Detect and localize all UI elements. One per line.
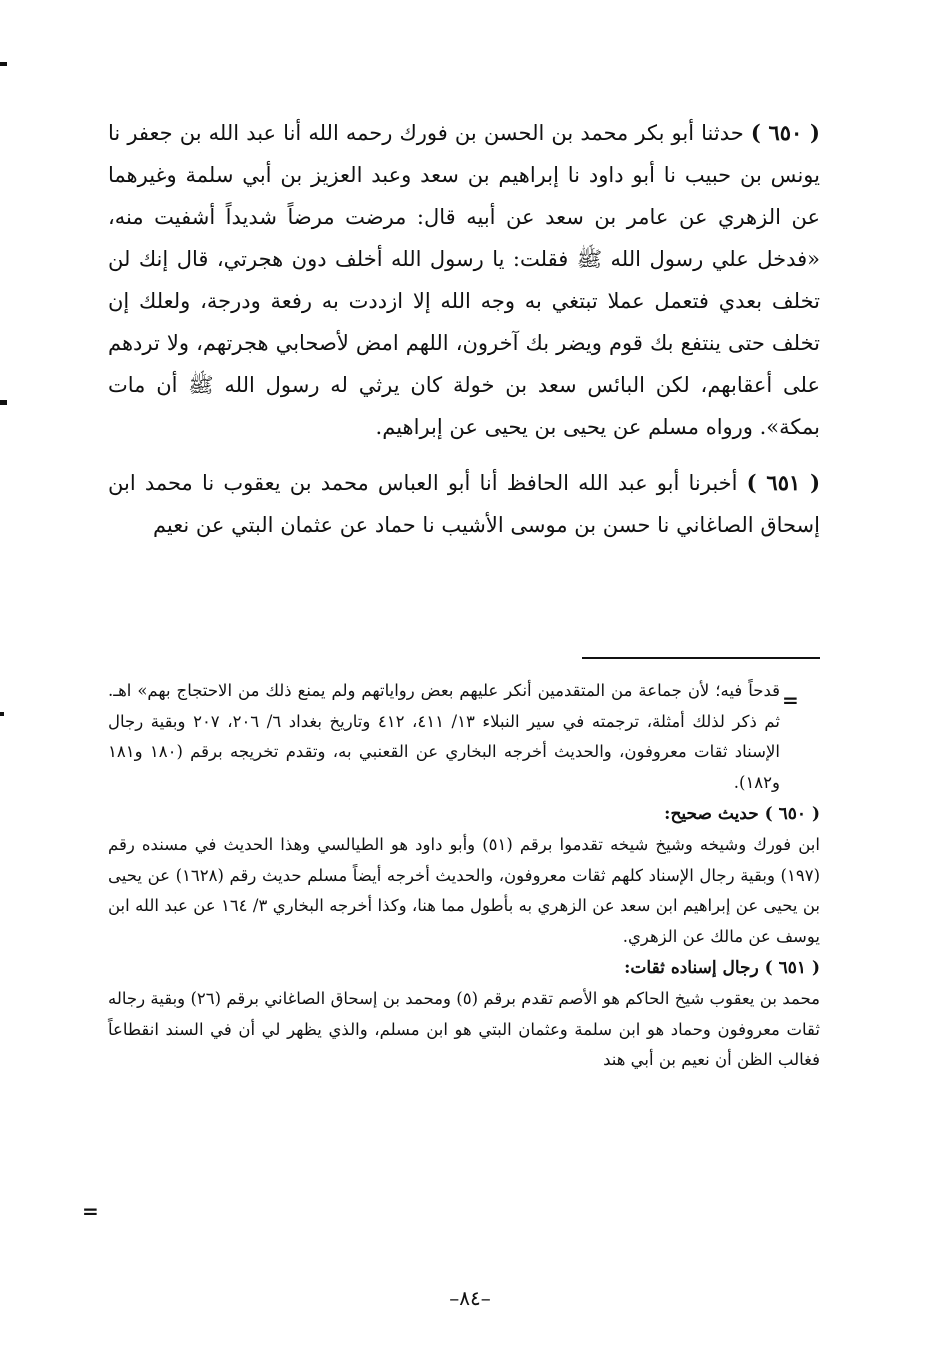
footnote-650-heading: ( ٦٥٠ ) حديث صحيح: bbox=[664, 804, 820, 824]
footnote-651-text: محمد بن يعقوب شيخ الحاكم هو الأصم تقدم برقم (٥) ومحمد بن إسحاق الصاغاني برقم (٢٦) وبقية رجاله ثقات معروفون وحماد هو ابن سلمة وعثمان البتي هو ابن مسلم، والذي يظهر لي أن في السند انقطاعاً فغالب الظن أن نعيم بن أبي هند bbox=[108, 989, 820, 1069]
hadith-651-text: أخبرنا أبو عبد الله الحافظ أنا أبو العباس محمد بن يعقوب نا محمد ابن إسحاق الصاغاني نا حسن بن موسى الأشيب نا حماد عن عثمان البتي عن نعيم bbox=[108, 471, 820, 537]
scan-edge-mark bbox=[0, 400, 7, 405]
hadith-650 bbox=[108, 112, 820, 448]
hadith-650-text: حدثنا أبو بكر محمد بن الحسن بن فورك رحمه الله أنا عبد الله بن جعفر نا يونس بن حبيب نا أبو داود نا إبراهيم بن سعد وعبد العزيز بن أبي سلمة وغيرهما عن الزهري عن عامر بن سعد عن أبيه قال: مرضت مرضاً شديداً أشفيت منه، «فدخل علي رسول الله ﷺ فقلت: يا رسول الله أخلف دون هجرتي، قال إنك لن تخلف بعدي فتعمل عملا تبتغي به وجه الله إلا ازددت به رفعة ودرجة، ولعلك إن تخلف حتى ينتفع بك قوم ويضر بك آخرون، اللهم امض لأصحابي هجرتهم، ولا تردهم على أعقابهم، لكن البائس سعد بن خولة كان يرثي له رسول الله ﷺ أن مات بمكة». ورواه مسلم عن يحيى بن يحيى عن إبراهيم. bbox=[108, 121, 820, 439]
hadith-651 bbox=[108, 462, 820, 546]
footnote-650-text: ابن فورك وشيخه وشيخ شيخه تقدموا برقم (٥١) وأبو داود هو الطيالسي وهذا الحديث في مسنده رقم (١٩٧) وبقية رجال الإسناد كلهم ثقات معروفون، والحديث أخرجه أيضاً مسلم حديث رقم (١٦٢٨) عن يحيى بن يحيى عن إبراهيم ابن سعد عن الزهري به بأطول مما هنا، وكذا أخرجه البخاري ٣/ ١٦٤ عن عبد الله ابن يوسف عن مالك عن الزهري. bbox=[108, 835, 820, 946]
main-text bbox=[108, 112, 820, 560]
footnote-continued-text: قدحاً فيه؛ لأن جماعة من المتقدمين أنكر عليهم بعض رواياتهم ولم يمنع ذلك من الاحتجاج بهم» اهـ. ثم ذكر لذلك أمثلة، ترجمته في سير النبلاء ١٣/ ٤١١، ٤١٢ وتاريخ بغداد ٦/ ٢٠٦، ٢٠٧ وبقية رجال الإسناد ثقات معروفون، والحديث أخرجه البخاري عن القعنبي به، وتقدم تخريجه برقم (١٨٠ و١٨١ و١٨٢). bbox=[108, 681, 780, 792]
scan-edge-mark bbox=[0, 712, 4, 716]
footnotes bbox=[108, 676, 820, 1076]
footnote-651-heading: ( ٦٥١ ) رجال إسناده ثقات: bbox=[624, 958, 820, 978]
footnote-separator bbox=[582, 657, 820, 659]
footnote-continuation-mark-bottom: = bbox=[82, 1199, 99, 1223]
scan-edge-mark bbox=[0, 62, 7, 66]
hadith-651-number: ( ٦٥١ ) bbox=[746, 470, 821, 495]
footnote-continuation-mark-top: = bbox=[782, 688, 799, 712]
page-number: –٨٤– bbox=[449, 1286, 491, 1310]
hadith-650-number: ( ٦٥٠ ) bbox=[750, 120, 820, 145]
